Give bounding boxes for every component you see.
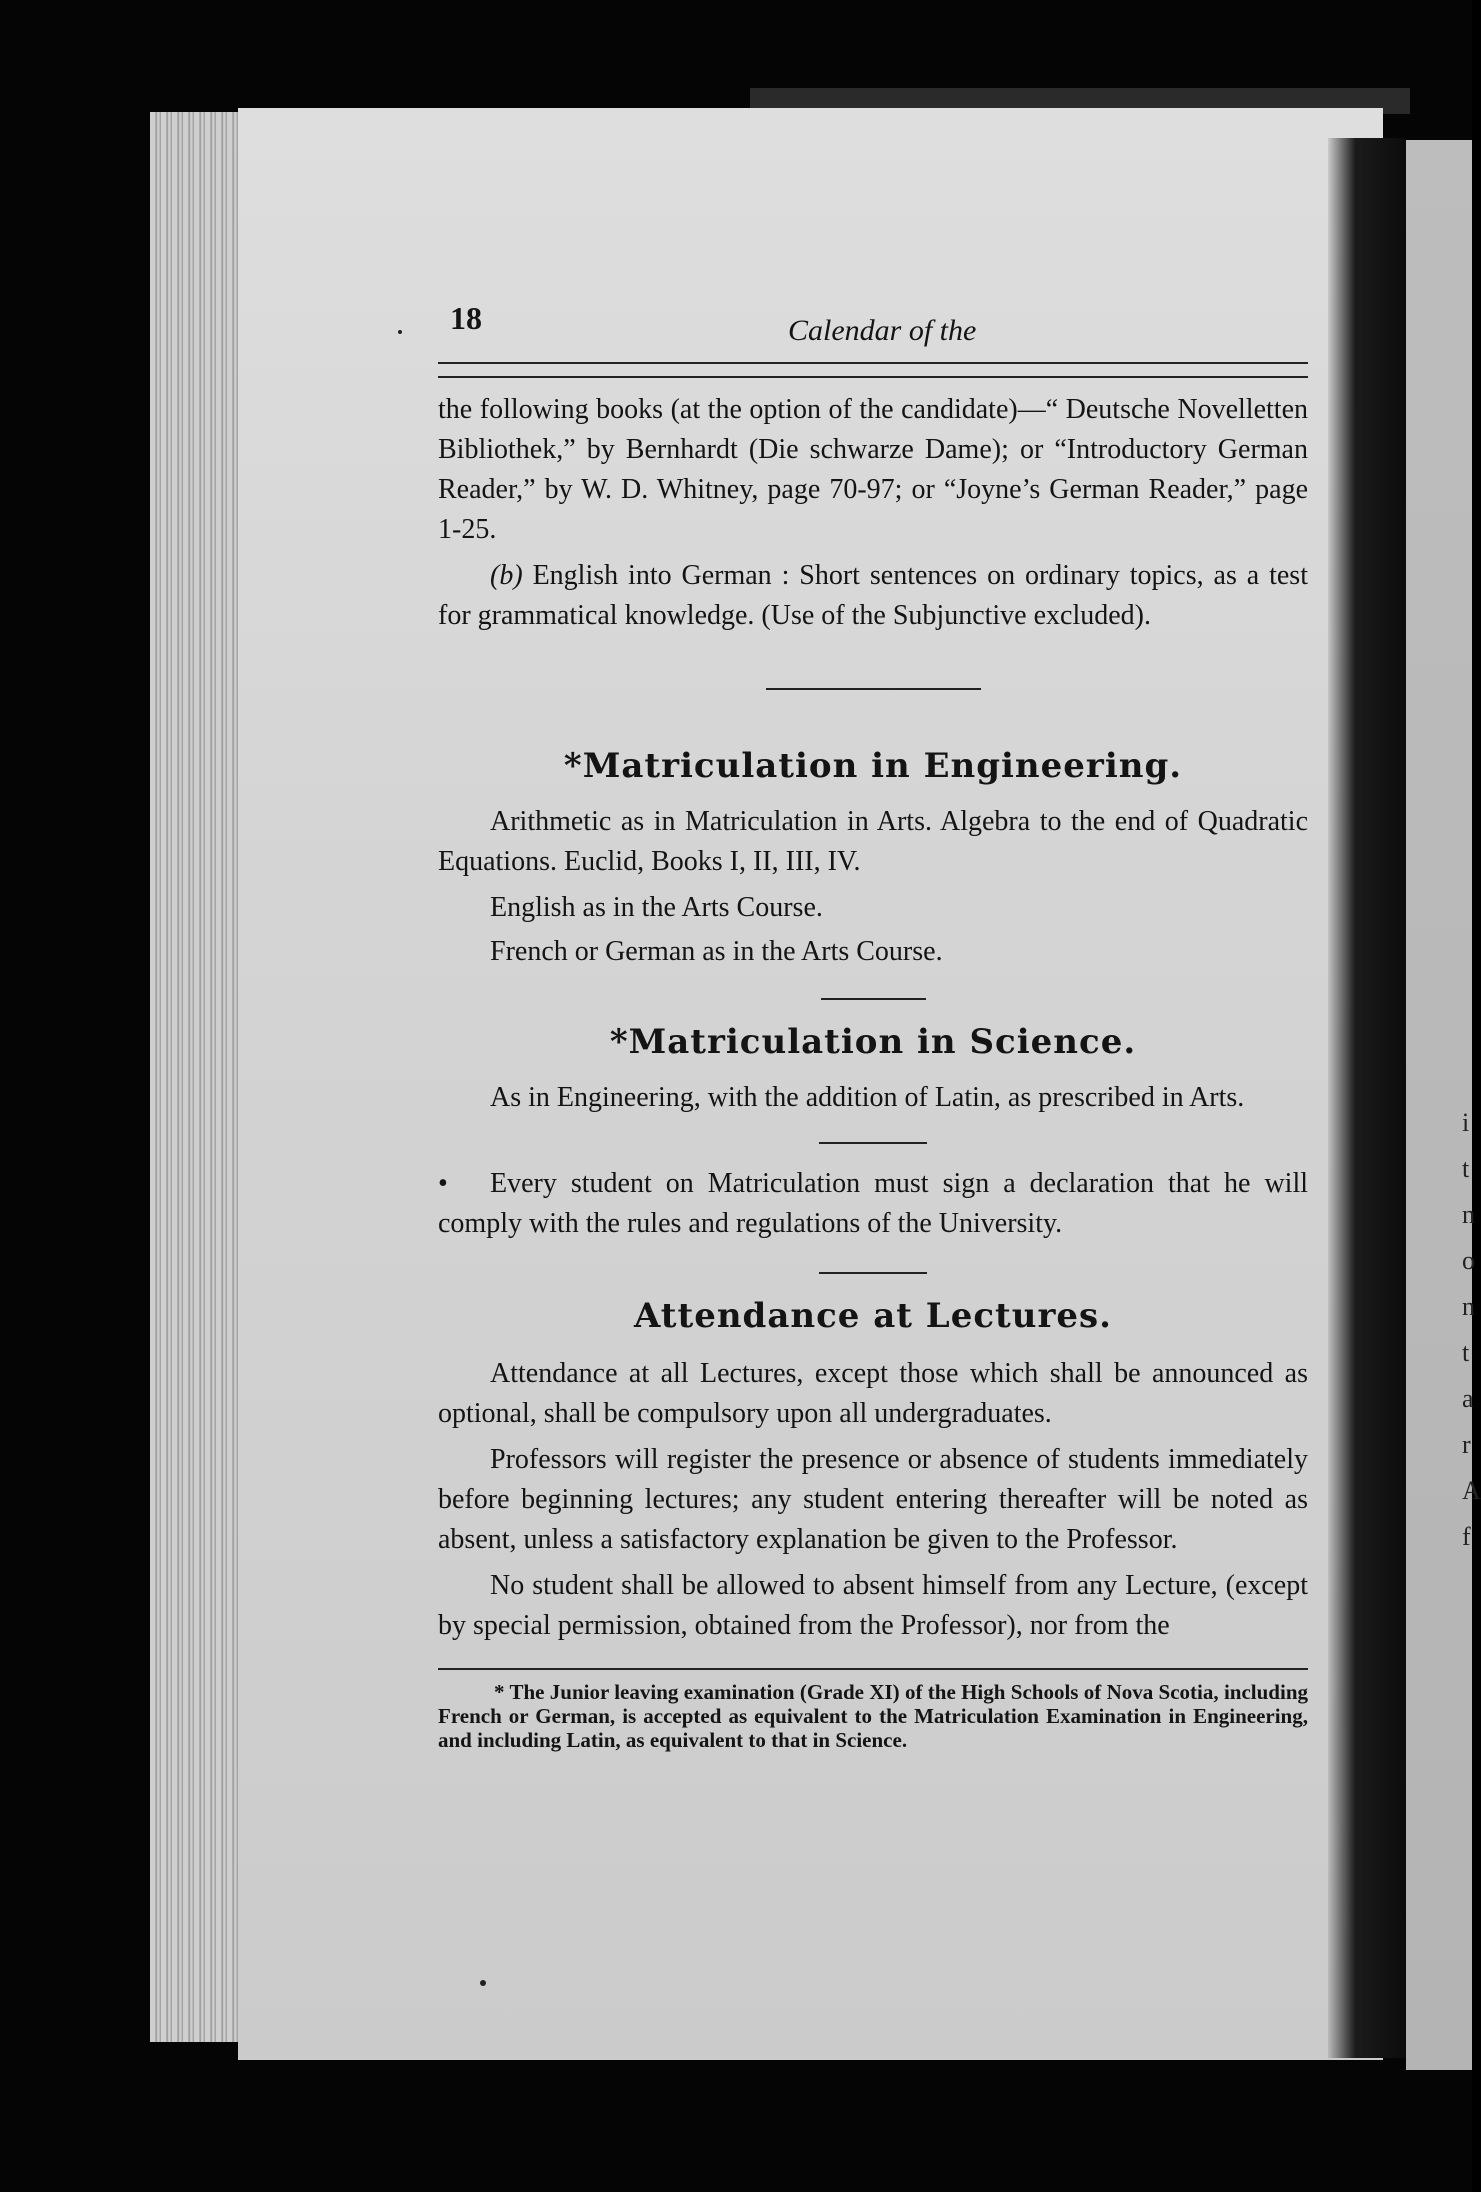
facing-fragment: a xyxy=(1462,1384,1474,1413)
engineering-language: French or German as in the Arts Course. xyxy=(490,936,943,967)
science-heading: *Matriculation in Science. xyxy=(609,1022,1137,1062)
section-divider xyxy=(819,1142,927,1144)
ink-speck xyxy=(398,330,402,334)
gutter-shadow xyxy=(1328,138,1406,2058)
facing-fragment: n xyxy=(1462,1200,1475,1229)
attendance-heading: Attendance at Lectures. xyxy=(634,1296,1112,1336)
section-divider xyxy=(819,1272,927,1274)
german-composition-text: English into German : Short sentences on ordinary topics, as a test for grammatical knowledge. (Use of the Subjunctive excluded). xyxy=(438,560,1308,631)
footnote: * The Junior leaving examination (Grade XI) of the High Schools of Nova Scotia, including French or German, is accepted as equivalent to the Matriculation Examination in Engineering, and including Latin, as equivalent to that in Science. xyxy=(438,1680,1308,1752)
attendance-paragraph-2: Professors will register the presence or absence of students immediately before beginning lectures; any student entering thereafter will be noted as absent, unless a satisfactory explanation be given to the Professor. xyxy=(438,1444,1308,1555)
facing-fragment: n xyxy=(1462,1292,1475,1321)
page-edges xyxy=(150,112,245,2042)
header-rule xyxy=(438,362,1308,378)
item-label: (b) xyxy=(490,560,523,591)
declaration-text: Every student on Matriculation must sign a declaration that he will comply with the rules and regulations of the University. xyxy=(438,1168,1308,1239)
facing-fragment: t xyxy=(1462,1154,1470,1183)
science-requirements: As in Engineering, with the addition of Latin, as prescribed in Arts. xyxy=(490,1082,1245,1113)
attendance-paragraph-1: Attendance at all Lectures, except those which shall be announced as optional, shall be compulsory upon all undergraduates. xyxy=(438,1358,1308,1429)
engineering-english: English as in the Arts Course. xyxy=(490,892,823,923)
engineering-heading: *Matriculation in Engineering. xyxy=(563,746,1183,786)
facing-fragment: t xyxy=(1462,1338,1470,1367)
running-title: Calendar of the xyxy=(788,314,977,347)
engineering-requirements: Arithmetic as in Matriculation in Arts. Algebra to the end of Quadratic Equations. Euclid, Books I, II, III, IV. xyxy=(438,806,1308,877)
attendance-paragraph-3: No student shall be allowed to absent himself from any Lecture, (except by special permission, obtained from the Professor), nor from the xyxy=(438,1570,1308,1641)
facing-fragment: i xyxy=(1462,1108,1470,1137)
facing-page-fragments xyxy=(1462,1100,1481,1560)
facing-fragment: o xyxy=(1462,1246,1475,1275)
german-composition-paragraph xyxy=(438,556,1308,636)
footnote-rule xyxy=(438,1668,1308,1670)
page-content xyxy=(438,300,1308,1752)
bullet-mark: • xyxy=(438,1168,448,1199)
facing-fragment: r xyxy=(1462,1430,1471,1459)
section-divider xyxy=(766,688,981,690)
page-header xyxy=(438,300,1308,362)
page-number: 18 xyxy=(450,300,482,336)
declaration-paragraph xyxy=(438,1164,1308,1244)
german-reading-paragraph: the following books (at the option of the candidate)—“ Deutsche Novelletten Bibliothek,” by Bernhardt (Die schwarze Dame); or “Introductory German Reader,” by W. D. Whitney, page 70-97; or “Joyne’s German Reader,” page 1-25. xyxy=(438,394,1308,545)
section-divider xyxy=(821,998,926,1000)
facing-fragment: f xyxy=(1462,1522,1471,1551)
ink-speck xyxy=(480,1980,486,1986)
facing-fragment: A xyxy=(1462,1476,1481,1505)
